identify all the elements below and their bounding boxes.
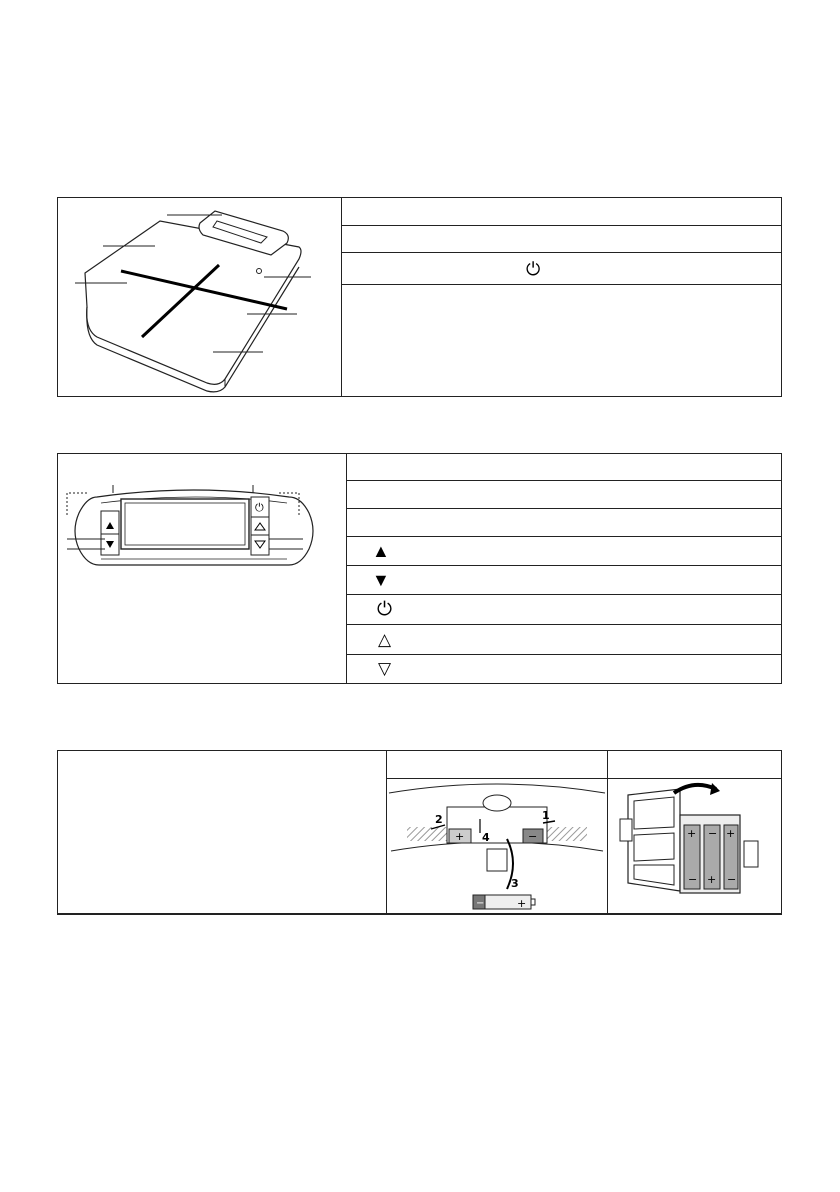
display-row-divider-3: [346, 536, 782, 537]
display-row-divider-6: [346, 624, 782, 625]
battery-compartment-figure: [608, 779, 781, 914]
display-row-divider-7: [346, 654, 782, 655]
cell-3-minus: −: [727, 873, 737, 886]
display-panel-divider: [346, 453, 347, 684]
scale-illustration: [57, 197, 341, 397]
cell-2-plus: +: [707, 873, 717, 886]
step-3-label: 3: [511, 877, 519, 890]
scale-panel-divider: [341, 197, 342, 397]
battery-minus-label: −: [476, 898, 485, 909]
display-row-divider-2: [346, 508, 782, 509]
label-minus-in-holder: −: [528, 830, 538, 843]
cell-1-minus: −: [688, 873, 698, 886]
step-2-label: 2: [435, 813, 443, 826]
step-4-label: 4: [482, 831, 490, 844]
left-button-panel: [101, 511, 119, 555]
display-row-divider-5: [346, 594, 782, 595]
power-button-dot: [257, 269, 262, 274]
up-filled-icon: ▲: [372, 541, 390, 561]
display-illustration: [57, 453, 346, 684]
label-plus-in-holder: +: [455, 830, 465, 843]
scale-row-divider-2: [341, 252, 782, 253]
display-row-divider-1: [346, 480, 782, 481]
scale-row-divider-1: [341, 225, 782, 226]
power-button-icon: ⏻: [255, 501, 264, 514]
power-icon: ⏻: [526, 259, 541, 279]
power-icon: ⏻: [377, 599, 393, 620]
scale-row-divider-3: [341, 284, 782, 285]
battery-divider-3: [781, 750, 782, 915]
display-row-divider-4: [346, 565, 782, 566]
holder-clip: [483, 795, 511, 811]
down-filled-icon: ▼: [372, 570, 390, 590]
cell-3-plus: +: [726, 827, 736, 840]
cell-1-plus: +: [687, 827, 697, 840]
down-outline-icon: ▽: [378, 659, 392, 678]
step-1-label: 1: [542, 809, 550, 822]
battery-plus-label: +: [517, 897, 527, 910]
battery-insertion-figure: [387, 779, 607, 914]
cell-2-minus: −: [708, 827, 718, 840]
up-outline-icon: △: [378, 630, 392, 649]
